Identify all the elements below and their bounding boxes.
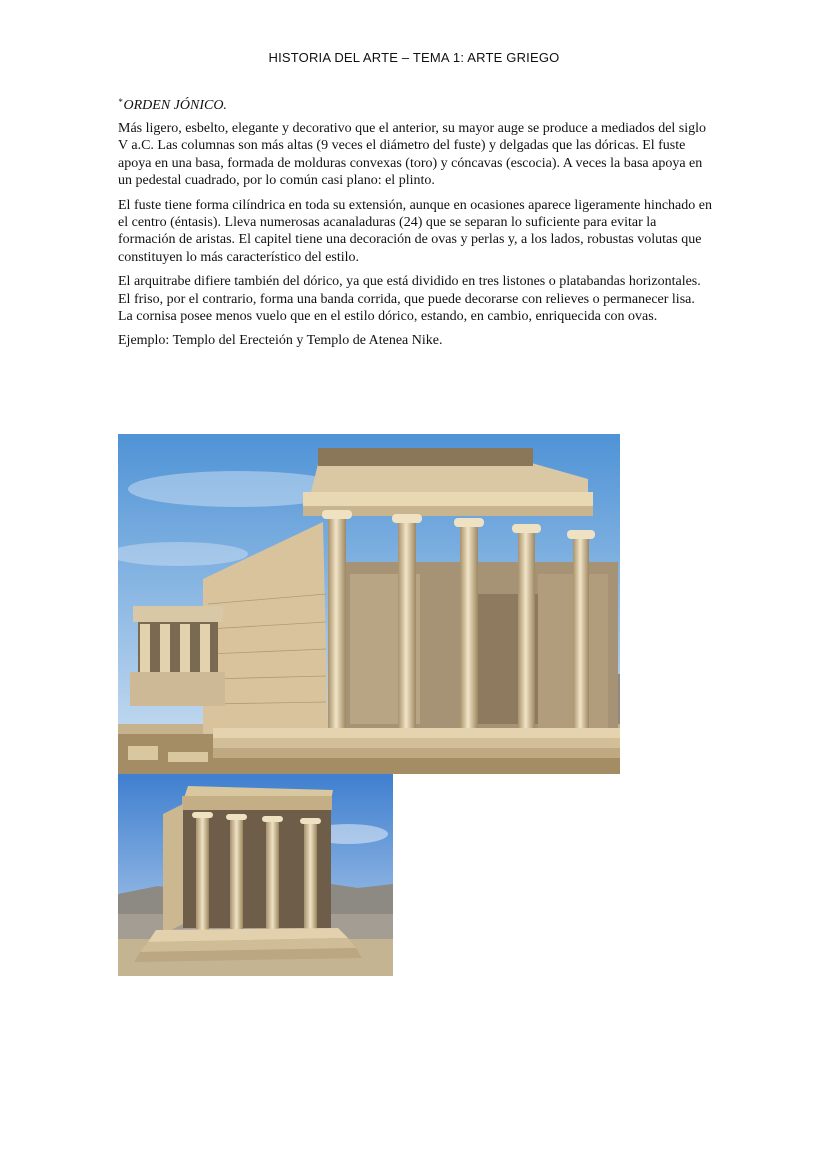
section-title bbox=[118, 97, 712, 114]
paragraph-2: El fuste tiene forma cilíndrica en toda su extensión, aunque en ocasiones aparece ligeramente hinchado en el centro (éntasis). Lleva numerosas acanaladuras (24) que se separan lo suficiente para evitar la formación de aristas. El capitel tiene una decoración de ovas y perlas y, a los lados, robustas volutas que constituyen lo más característico del estilo. bbox=[118, 197, 712, 265]
erechtheion-photo bbox=[118, 434, 620, 774]
page-header: HISTORIA DEL ARTE – TEMA 1: ARTE GRIEGO bbox=[268, 50, 560, 65]
section-bullet: * bbox=[118, 97, 123, 107]
section-title-text: ORDEN JÓNICO. bbox=[123, 98, 227, 113]
paragraph-3: El arquitrabe difiere también del dórico, ya que está dividido en tres listones o platabandas horizontales. El friso, por el contrario, forma una banda corrida, que puede decorarse con relieves o permanecer lisa. La cornisa posee menos vuelo que en el estilo dórico, estando, en cambio, enriquecida con ovas. bbox=[118, 274, 701, 325]
paragraph-4: Ejemplo: Templo del Erecteión y Templo de Atenea Nike. bbox=[118, 333, 443, 349]
document-body bbox=[118, 97, 712, 357]
athena-nike-photo bbox=[118, 774, 393, 976]
paragraph-1: Más ligero, esbelto, elegante y decorativo que el anterior, su mayor auge se produce a mediados del siglo V a.C. Las columnas son más altas (9 veces el diámetro del fuste) y delgadas que las dóricas. El fuste apoya en una basa, formada de molduras convexas (toro) y cóncavas (escocia). A veces la basa apoya en un pedestal cuadrado, por lo común casi plano: el plinto. bbox=[118, 121, 707, 189]
